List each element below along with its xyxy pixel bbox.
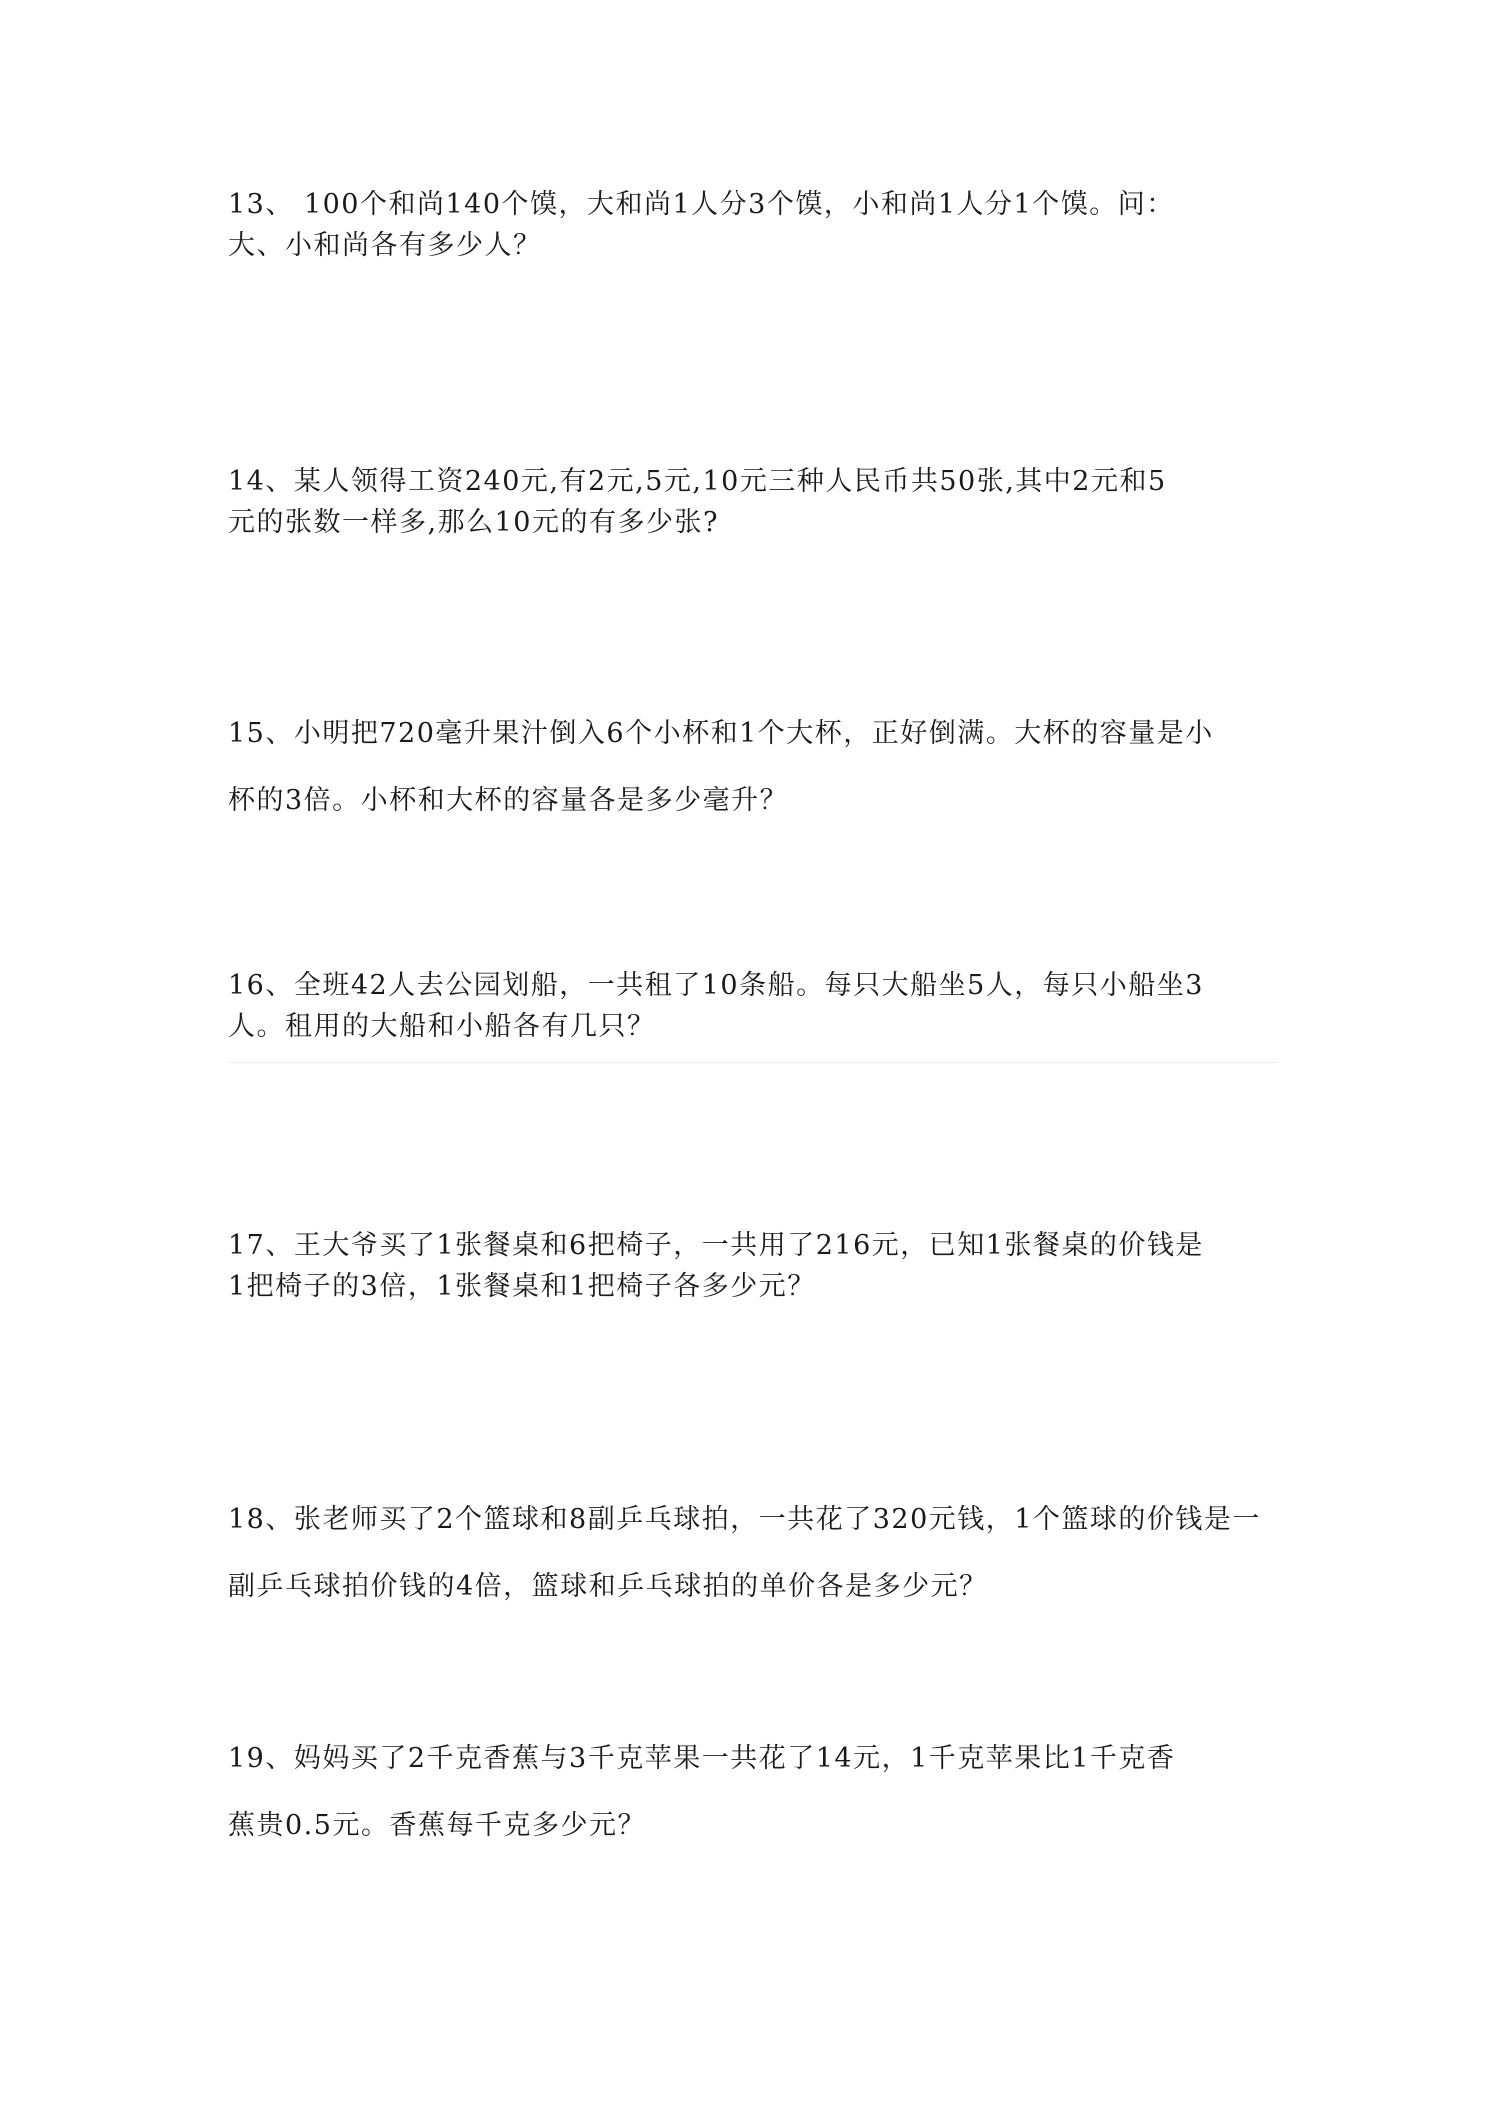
problem-16 [228,965,1278,1047]
problem-15-line-2: 杯的3倍。小杯和大杯的容量各是多少毫升？ [228,785,789,816]
problem-19 [228,1725,1278,1859]
problem-13-line-1: 13、 100个和尚140个馍，大和尚1人分3个馍，小和尚1人分1个馍。问： [228,189,1175,220]
problem-14-line-1: 14、某人领得工资240元,有2元,5元,10元三种人民币共50张,其中2元和5 [228,466,1167,497]
problem-13-line-2: 大、小和尚各有多少人？ [228,230,542,261]
problem-14-line-2: 元的张数一样多,那么10元的有多少张? [228,507,719,538]
problem-16-line-2: 人。租用的大船和小船各有几只？ [228,1011,656,1042]
problem-18 [228,1486,1278,1620]
problem-15-line-1: 15、小明把720毫升果汁倒入6个小杯和1个大杯，正好倒满。大杯的容量是小 [228,718,1214,749]
section-divider [228,1062,1278,1063]
problem-19-line-1: 19、妈妈买了2千克香蕉与3千克苹果一共花了14元，1千克苹果比1千克香 [228,1743,1176,1774]
problem-16-line-1: 16、全班42人去公园划船，一共租了10条船。每只大船坐5人，每只小船坐3 [228,970,1204,1001]
problem-13 [228,184,1278,266]
problem-17-line-2: 1把椅子的3倍，1张餐桌和1把椅子各多少元？ [228,1271,816,1302]
problem-19-line-2: 蕉贵0.5元。香蕉每千克多少元？ [228,1810,646,1841]
problem-14 [228,461,1278,543]
problem-17-line-1: 17、王大爷买了1张餐桌和6把椅子，一共用了216元，已知1张餐桌的价钱是 [228,1230,1204,1261]
problem-18-line-1: 18、张老师买了2个篮球和8副乒乓球拍，一共花了320元钱，1个篮球的价钱是一 [228,1504,1261,1535]
problem-15 [228,700,1278,834]
problem-18-line-2: 副乒乓球拍价钱的4倍，篮球和乒乓球拍的单价各是多少元？ [228,1571,988,1602]
problem-17 [228,1225,1278,1307]
